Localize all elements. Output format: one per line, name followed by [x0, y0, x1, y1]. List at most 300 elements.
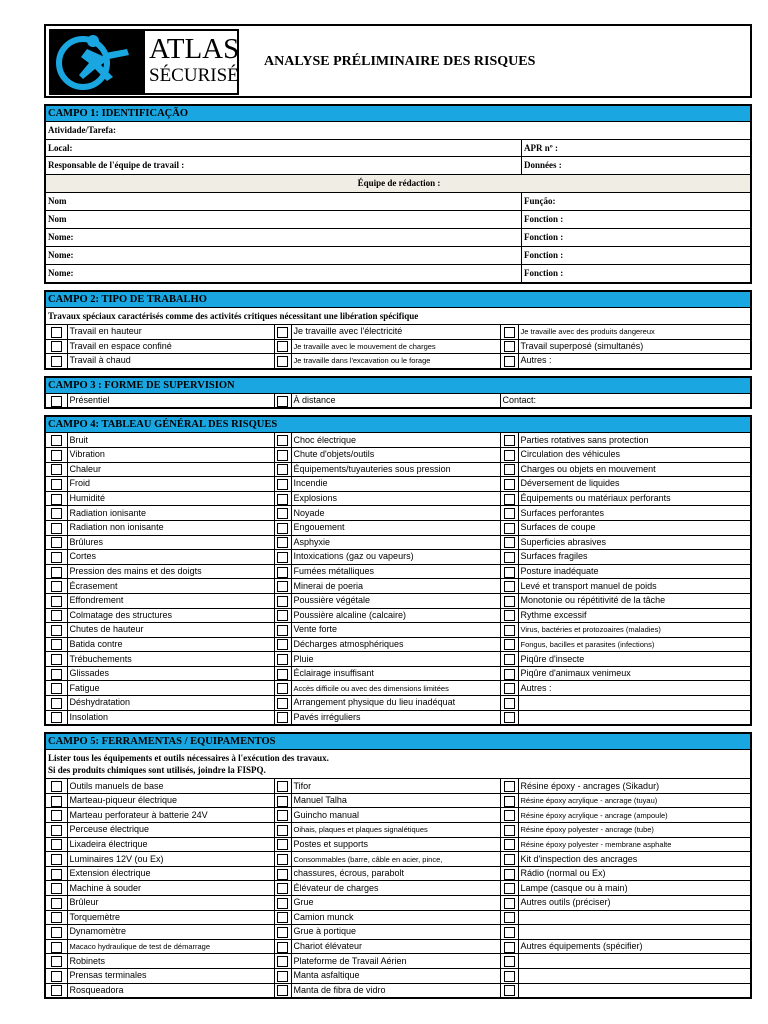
table-row: [46, 491, 750, 506]
team-heading: Équipe de rédaction :: [46, 175, 750, 192]
item-label: Marteau-piqueur électrique: [67, 793, 274, 808]
item-label: [518, 910, 750, 925]
table-row: [46, 520, 750, 535]
table-row: [46, 535, 750, 550]
checkbox[interactable]: [500, 925, 518, 940]
checkbox[interactable]: [500, 462, 518, 477]
item-label: Parties rotatives sans protection: [518, 433, 750, 447]
checkbox[interactable]: [46, 447, 67, 462]
member-name-field[interactable]: Nom: [46, 211, 522, 228]
checkbox[interactable]: [500, 696, 518, 711]
table-row: [46, 666, 750, 681]
item-label: Grue: [291, 896, 500, 911]
checkbox[interactable]: [500, 593, 518, 608]
item-label: [518, 968, 750, 983]
member-role-field[interactable]: Fonction :: [524, 250, 564, 260]
member-name-field[interactable]: Nome:: [46, 247, 522, 264]
local-field[interactable]: Local:: [46, 140, 522, 156]
supervision-option: Présentiel: [67, 394, 274, 408]
contact-field[interactable]: Contact:: [500, 394, 750, 408]
table-row: [46, 808, 750, 823]
checkbox[interactable]: [274, 623, 291, 638]
table-row: [46, 506, 750, 521]
checkbox[interactable]: [46, 983, 67, 997]
checkbox[interactable]: [274, 881, 291, 896]
checkbox[interactable]: [274, 462, 291, 477]
checkbox[interactable]: [46, 354, 67, 368]
item-label: Résine époxy acrylique - ancrage (ampoule): [518, 808, 750, 823]
item-label: Autres outils (préciser): [518, 896, 750, 911]
item-label: Écrasement: [67, 579, 274, 594]
item-label: Dynamomètre: [67, 925, 274, 940]
table-row: [46, 339, 750, 354]
table-row: [46, 696, 750, 711]
item-label: Perceuse électrique: [67, 823, 274, 838]
item-label: Éclairage insuffisant: [291, 666, 500, 681]
checkbox[interactable]: [274, 339, 291, 354]
item-label: [518, 696, 750, 711]
checkbox[interactable]: [274, 535, 291, 550]
table-row: [46, 433, 750, 447]
section-risks: [44, 415, 752, 726]
item-label: [518, 925, 750, 940]
checkbox[interactable]: [500, 506, 518, 521]
item-label: Radiation ionisante: [67, 506, 274, 521]
apr-number-field[interactable]: APR nº :: [524, 143, 558, 153]
item-label: Intoxications (gaz ou vapeurs): [291, 550, 500, 565]
checkbox[interactable]: [46, 823, 67, 838]
item-label: Lixadeira électrique: [67, 837, 274, 852]
checkbox[interactable]: [46, 535, 67, 550]
checkbox[interactable]: [46, 939, 67, 954]
checkbox[interactable]: [274, 983, 291, 997]
item-label: Batida contre: [67, 637, 274, 652]
item-label: Engouement: [291, 520, 500, 535]
checkbox[interactable]: [274, 564, 291, 579]
checkbox[interactable]: [274, 710, 291, 724]
item-label: Arrangement physique du lieu inadéquat: [291, 696, 500, 711]
member-role-field[interactable]: Função:: [524, 196, 556, 206]
item-label: Superficies abrasives: [518, 535, 750, 550]
checkbox[interactable]: [274, 925, 291, 940]
company-logo: [49, 29, 239, 95]
item-label: Lampe (casque ou à main): [518, 881, 750, 896]
checkbox[interactable]: [500, 666, 518, 681]
member-role-field[interactable]: Fonction :: [524, 268, 564, 278]
item-label: Surfaces fragiles: [518, 550, 750, 565]
item-label: Fongus, bacilles et parasites (infections): [518, 637, 750, 652]
item-label: Résine époxy polyester - membrane asphalte: [518, 837, 750, 852]
member-name-field[interactable]: Nom: [46, 193, 522, 210]
data-field[interactable]: Données :: [524, 160, 562, 170]
item-label: [518, 954, 750, 969]
checkbox[interactable]: [46, 910, 67, 925]
section-work-type: [44, 290, 752, 370]
checkbox[interactable]: [500, 564, 518, 579]
checkbox[interactable]: [274, 681, 291, 696]
checkbox[interactable]: [46, 520, 67, 535]
checkbox[interactable]: [274, 491, 291, 506]
checkbox[interactable]: [46, 896, 67, 911]
checkbox[interactable]: [46, 866, 67, 881]
checkbox[interactable]: [274, 910, 291, 925]
item-label: Macaco hydraulique de test de démarrage: [67, 939, 274, 954]
item-label: Froid: [67, 477, 274, 492]
table-row: [46, 462, 750, 477]
item-label: Piqûre d'animaux venimeux: [518, 666, 750, 681]
checkbox[interactable]: [274, 433, 291, 447]
item-label: Kit d'inspection des ancrages: [518, 852, 750, 867]
member-name-field[interactable]: Nome:: [46, 265, 522, 282]
item-label: Marteau perforateur à batterie 24V: [67, 808, 274, 823]
table-row: [46, 983, 750, 997]
table-row: [46, 710, 750, 724]
checkbox[interactable]: [500, 837, 518, 852]
item-label: Vente forte: [291, 623, 500, 638]
activity-field[interactable]: Atividade/Tarefa:: [48, 125, 117, 135]
checkbox[interactable]: [500, 954, 518, 969]
item-label: Pavés irréguliers: [291, 710, 500, 724]
checkbox[interactable]: [274, 968, 291, 983]
checkbox[interactable]: [274, 520, 291, 535]
item-label: Posture inadéquate: [518, 564, 750, 579]
item-label: Asphyxie: [291, 535, 500, 550]
item-label: Autres équipements (spécifier): [518, 939, 750, 954]
checkbox[interactable]: [500, 983, 518, 997]
section-4-title: CAMPO 4: TABLEAU GÉNÉRAL DES RISQUES: [46, 417, 750, 433]
checkbox[interactable]: [500, 793, 518, 808]
checkbox[interactable]: [46, 852, 67, 867]
checkbox[interactable]: [500, 910, 518, 925]
item-label: Résine époxy acrylique - ancrage (tuyau): [518, 793, 750, 808]
checkbox[interactable]: [46, 666, 67, 681]
item-label: Résine époxy polyester - ancrage (tube): [518, 823, 750, 838]
checkbox[interactable]: [500, 447, 518, 462]
member-name-field[interactable]: Nome:: [46, 229, 522, 246]
checkbox[interactable]: [274, 939, 291, 954]
item-label: Consommables (barre, câble en acier, pince,: [291, 852, 500, 867]
checkbox[interactable]: [46, 550, 67, 565]
checkbox[interactable]: [274, 325, 291, 339]
item-label: Travail superposé (simultanés): [518, 339, 750, 354]
checkbox[interactable]: [500, 939, 518, 954]
item-label: Je travaille avec des produits dangereux: [518, 325, 750, 339]
item-label: Équipements ou matériaux perforants: [518, 491, 750, 506]
member-role-field[interactable]: Fonction :: [524, 214, 564, 224]
item-label: Manuel Talha: [291, 793, 500, 808]
item-label: Surfaces de coupe: [518, 520, 750, 535]
checkbox[interactable]: [500, 325, 518, 339]
item-label: Oihais, plaques et plaques signalétiques: [291, 823, 500, 838]
checkbox[interactable]: [46, 491, 67, 506]
table-row: [46, 954, 750, 969]
checkbox[interactable]: [500, 652, 518, 667]
supervision-option: À distance: [291, 394, 500, 408]
checkbox-presentiel[interactable]: [46, 394, 67, 408]
checkbox[interactable]: [500, 968, 518, 983]
checkbox[interactable]: [274, 550, 291, 565]
item-label: Travail à chaud: [67, 354, 274, 368]
table-row: [46, 779, 750, 793]
checkbox[interactable]: [46, 837, 67, 852]
item-label: Bruit: [67, 433, 274, 447]
item-label: Je travaille avec l'électricité: [291, 325, 500, 339]
checkbox[interactable]: [46, 968, 67, 983]
work-type-table: [46, 325, 750, 368]
item-label: Robinets: [67, 954, 274, 969]
checkbox[interactable]: [274, 823, 291, 838]
item-label: Plateforme de Travail Aérien: [291, 954, 500, 969]
checkbox[interactable]: [46, 593, 67, 608]
checkbox[interactable]: [274, 852, 291, 867]
item-label: Outils manuels de base: [67, 779, 274, 793]
table-row: [46, 793, 750, 808]
table-row: [46, 939, 750, 954]
checkbox[interactable]: [500, 550, 518, 565]
checkbox[interactable]: [274, 447, 291, 462]
item-label: Torquemètre: [67, 910, 274, 925]
item-label: Incendie: [291, 477, 500, 492]
item-label: Je travaille dans l'excavation ou le forage: [291, 354, 500, 368]
table-row: [46, 681, 750, 696]
item-label: Autres :: [518, 354, 750, 368]
checkbox[interactable]: [500, 823, 518, 838]
checkbox[interactable]: [274, 477, 291, 492]
checkbox[interactable]: [500, 710, 518, 724]
table-row: [46, 837, 750, 852]
checkbox[interactable]: [274, 666, 291, 681]
item-label: [518, 710, 750, 724]
checkbox[interactable]: [46, 925, 67, 940]
checkbox[interactable]: [500, 866, 518, 881]
item-label: Explosions: [291, 491, 500, 506]
section-tools: [44, 732, 752, 999]
item-label: Virus, bactéries et protozoaires (maladies): [518, 623, 750, 638]
item-label: Extension électrique: [67, 866, 274, 881]
checkbox[interactable]: [46, 793, 67, 808]
checkbox[interactable]: [274, 808, 291, 823]
table-row: [46, 852, 750, 867]
checkbox[interactable]: [46, 339, 67, 354]
tools-table: [46, 779, 750, 997]
item-label: Chute d'objets/outils: [291, 447, 500, 462]
item-label: Équipements/tuyauteries sous pression: [291, 462, 500, 477]
checkbox[interactable]: [500, 477, 518, 492]
item-label: Colmatage des structures: [67, 608, 274, 623]
member-role-field[interactable]: Fonction :: [524, 232, 564, 242]
checkbox[interactable]: [274, 779, 291, 793]
checkbox[interactable]: [500, 491, 518, 506]
checkbox[interactable]: [46, 623, 67, 638]
item-label: Déshydratation: [67, 696, 274, 711]
checkbox[interactable]: [500, 339, 518, 354]
checkbox[interactable]: [500, 637, 518, 652]
runner-icon: [49, 29, 145, 95]
table-row: [46, 354, 750, 368]
section-5-note-1: Lister tous les équipements et outils nécessaires à l'exécution des travaux.: [48, 753, 329, 764]
checkbox[interactable]: [274, 579, 291, 594]
item-label: Je travaille avec le mouvement de charges: [291, 339, 500, 354]
checkbox[interactable]: [274, 637, 291, 652]
checkbox[interactable]: [274, 954, 291, 969]
item-label: Camion munck: [291, 910, 500, 925]
table-row: [46, 866, 750, 881]
checkbox[interactable]: [46, 652, 67, 667]
item-label: Fatigue: [67, 681, 274, 696]
checkbox[interactable]: [274, 696, 291, 711]
checkbox[interactable]: [274, 506, 291, 521]
checkbox[interactable]: [46, 637, 67, 652]
section-supervision: [44, 376, 752, 410]
item-label: Prensas terminales: [67, 968, 274, 983]
checkbox[interactable]: [46, 808, 67, 823]
checkbox[interactable]: [274, 354, 291, 368]
item-label: chassures, écrous, parabolt: [291, 866, 500, 881]
checkbox[interactable]: [46, 462, 67, 477]
item-label: Pression des mains et des doigts: [67, 564, 274, 579]
table-row: [46, 910, 750, 925]
item-label: Rádio (normal ou Ex): [518, 866, 750, 881]
item-label: Déversement de liquides: [518, 477, 750, 492]
checkbox[interactable]: [500, 579, 518, 594]
checkbox[interactable]: [46, 325, 67, 339]
checkbox[interactable]: [500, 881, 518, 896]
item-label: Tifor: [291, 779, 500, 793]
section-5-title: CAMPO 5: FERRAMENTAS / EQUIPAMENTOS: [46, 734, 750, 750]
checkbox[interactable]: [500, 354, 518, 368]
checkbox[interactable]: [274, 608, 291, 623]
table-row: [46, 477, 750, 492]
item-label: Brûleur: [67, 896, 274, 911]
checkbox[interactable]: [46, 681, 67, 696]
table-row: [46, 637, 750, 652]
checkbox[interactable]: [46, 710, 67, 724]
item-label: Élévateur de charges: [291, 881, 500, 896]
checkbox[interactable]: [500, 852, 518, 867]
item-label: Travail en espace confiné: [67, 339, 274, 354]
table-row: [46, 608, 750, 623]
item-label: Monotonie ou répétitivité de la tâche: [518, 593, 750, 608]
table-row: [46, 325, 750, 339]
table-row: [46, 925, 750, 940]
checkbox-a-distance[interactable]: [274, 394, 291, 408]
section-3-title: CAMPO 3 : FORME DE SUPERVISION: [46, 378, 750, 394]
item-label: Circulation des véhicules: [518, 447, 750, 462]
checkbox[interactable]: [500, 535, 518, 550]
item-label: Rosqueadora: [67, 983, 274, 997]
item-label: Charges ou objets en mouvement: [518, 462, 750, 477]
section-2-title: CAMPO 2: TIPO DE TRABALHO: [46, 292, 750, 308]
item-label: Effondrement: [67, 593, 274, 608]
checkbox[interactable]: [46, 564, 67, 579]
section-1-title: CAMPO 1: IDENTIFICAÇÃO: [46, 106, 750, 122]
checkbox[interactable]: [46, 433, 67, 447]
table-row: [46, 564, 750, 579]
table-row: [46, 652, 750, 667]
checkbox[interactable]: [274, 793, 291, 808]
section-5-note-2: Si des produits chimiques sont utilisés, joindre la FISPQ.: [48, 765, 266, 776]
checkbox[interactable]: [274, 837, 291, 852]
checkbox[interactable]: [500, 896, 518, 911]
table-row: [46, 447, 750, 462]
supervision-table: [46, 394, 750, 408]
item-label: Levé et transport manuel de poids: [518, 579, 750, 594]
checkbox[interactable]: [46, 579, 67, 594]
checkbox[interactable]: [46, 696, 67, 711]
table-row: [46, 823, 750, 838]
logo-securise: SÉCURISÉ: [149, 65, 239, 86]
checkbox[interactable]: [46, 779, 67, 793]
item-label: Poussière alcaline (calcaire): [291, 608, 500, 623]
item-label: Pluie: [291, 652, 500, 667]
item-label: Rythme excessif: [518, 608, 750, 623]
item-label: Luminaires 12V (ou Ex): [67, 852, 274, 867]
table-row: [46, 896, 750, 911]
risks-table: [46, 433, 750, 724]
table-row: [46, 579, 750, 594]
checkbox[interactable]: [274, 866, 291, 881]
item-label: Machine à souder: [67, 881, 274, 896]
checkbox[interactable]: [500, 433, 518, 447]
item-label: Manta de fibra de vidro: [291, 983, 500, 997]
checkbox[interactable]: [274, 896, 291, 911]
item-label: Chaleur: [67, 462, 274, 477]
item-label: Glissades: [67, 666, 274, 681]
checkbox[interactable]: [500, 608, 518, 623]
checkbox[interactable]: [500, 520, 518, 535]
item-label: Guincho manual: [291, 808, 500, 823]
checkbox[interactable]: [46, 954, 67, 969]
item-label: Piqûre d'insecte: [518, 652, 750, 667]
item-label: Brûlures: [67, 535, 274, 550]
item-label: Cortes: [67, 550, 274, 565]
item-label: Fumées métalliques: [291, 564, 500, 579]
item-label: Postes et supports: [291, 837, 500, 852]
section-2-note: Travaux spéciaux caractérisés comme des activités critiques nécessitant une libération spécifique: [46, 308, 750, 325]
item-label: Minerai de poeria: [291, 579, 500, 594]
checkbox[interactable]: [500, 808, 518, 823]
checkbox[interactable]: [46, 477, 67, 492]
page-title: ANALYSE PRÉLIMINAIRE DES RISQUES: [264, 54, 536, 69]
document-header: [44, 24, 752, 98]
checkbox[interactable]: [46, 506, 67, 521]
table-row: [46, 623, 750, 638]
item-label: Chutes de hauteur: [67, 623, 274, 638]
item-label: Radiation non ionisante: [67, 520, 274, 535]
checkbox[interactable]: [46, 608, 67, 623]
checkbox[interactable]: [274, 652, 291, 667]
table-row: [46, 550, 750, 565]
checkbox[interactable]: [500, 681, 518, 696]
table-row: [46, 968, 750, 983]
checkbox[interactable]: [500, 623, 518, 638]
item-label: Chariot élévateur: [291, 939, 500, 954]
item-label: Poussière végétale: [291, 593, 500, 608]
item-label: Noyade: [291, 506, 500, 521]
item-label: Travail en hauteur: [67, 325, 274, 339]
checkbox[interactable]: [500, 779, 518, 793]
table-row: [46, 881, 750, 896]
table-row: [46, 593, 750, 608]
responsible-field[interactable]: Responsable de l'équipe de travail :: [46, 157, 522, 174]
item-label: Décharges atmosphériques: [291, 637, 500, 652]
item-label: Humidité: [67, 491, 274, 506]
item-label: Trébuchements: [67, 652, 274, 667]
checkbox[interactable]: [46, 881, 67, 896]
checkbox[interactable]: [274, 593, 291, 608]
item-label: Manta asfaltique: [291, 968, 500, 983]
item-label: Accès difficile ou avec des dimensions limitées: [291, 681, 500, 696]
